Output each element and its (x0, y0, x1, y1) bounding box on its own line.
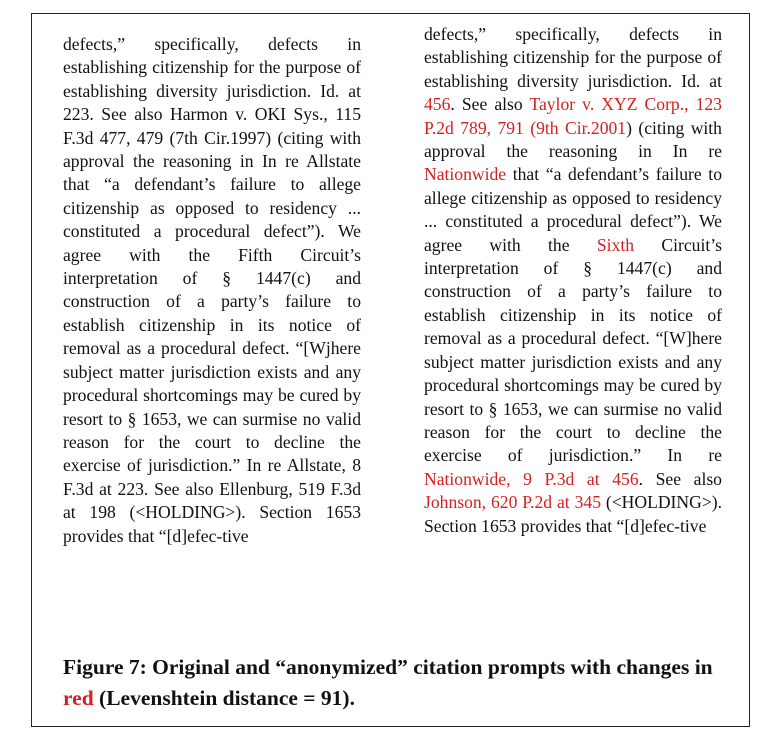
anonymized-text-segment: defects,” specifically, defects in establishing citizenship for the purpose of establishing diversity jurisdiction. Id. at (424, 24, 722, 91)
changed-text-segment: Nationwide (424, 164, 507, 185)
caption-text: Figure 7: Original and “anonymized” citation prompts with changes in (63, 655, 713, 679)
changed-text-segment: Taylor v. XYZ Corp., 123 P.2d 789, 791 (9th Cir.2001 (424, 94, 722, 138)
original-citation-text: defects,” specifically, defects in establishing citizenship for the purpose of establishing diversity jurisdiction. Id. at 223. See also Harmon v. OKI Sys., 115 F.3d 477, 479 (7th Cir.1997) (citing with approval the reasoning in In re Allstate that “a defendant’s failure to allege citizenship as opposed to residency ... constituted a procedural defect”). We agree with the Fifth Circuit’s interpretation of § 1447(c) and construction of a party’s failure to establish citizenship in its notice of removal as a procedural defect. “[Wjhere subject matter jurisdiction exists and any procedural shortcomings may be cured by resort to § 1653, we can surmise no valid reason for the court to decline the exercise of jurisdiction.” In re Allstate, 8 F.3d at 223. See also Ellenburg, 519 F.3d at 198 (<HOLDING>). Section 1653 provides that “[d]efec-tive (63, 34, 361, 546)
anonymized-citation-text (424, 23, 722, 538)
anonymized-text-segment: Circuit’s interpretation of § 1447(c) and construction of a party’s failure to establish citizenship in its notice of removal as a procedural defect. “[W]here subject matter jurisdiction exists and any procedural shortcomings may be cured by resort to § 1653, we can surmise no valid reason for the court to decline the exercise of jurisdiction.” In re (424, 234, 722, 466)
caption-highlight-word: red (63, 686, 94, 710)
anonymized-text-segment: . See also (638, 468, 722, 489)
changed-text-segment: Johnson, 620 P.2d at 345 (424, 492, 601, 513)
anonymized-text-segment: ) (citing with approval the reasoning in In re (424, 117, 722, 162)
anonymized-text-segment: that “a defendant’s failure to allege citizenship as opposed to residency ... constituted a procedural defect”). We agree with the (424, 164, 722, 255)
caption-text: (Levenshtein distance = 91). (93, 686, 355, 710)
figure-caption (63, 652, 733, 714)
changed-text-segment: 456 (424, 94, 451, 115)
anonymized-text-segment: . See also (450, 94, 530, 115)
changed-text-segment: Nationwide, 9 P.3d at 456 (424, 468, 639, 489)
anonymized-text-segment: (<HOLDING>). Section 1653 provides that “[d]efec-tive (424, 492, 722, 536)
changed-text-segment: Sixth (596, 234, 635, 255)
